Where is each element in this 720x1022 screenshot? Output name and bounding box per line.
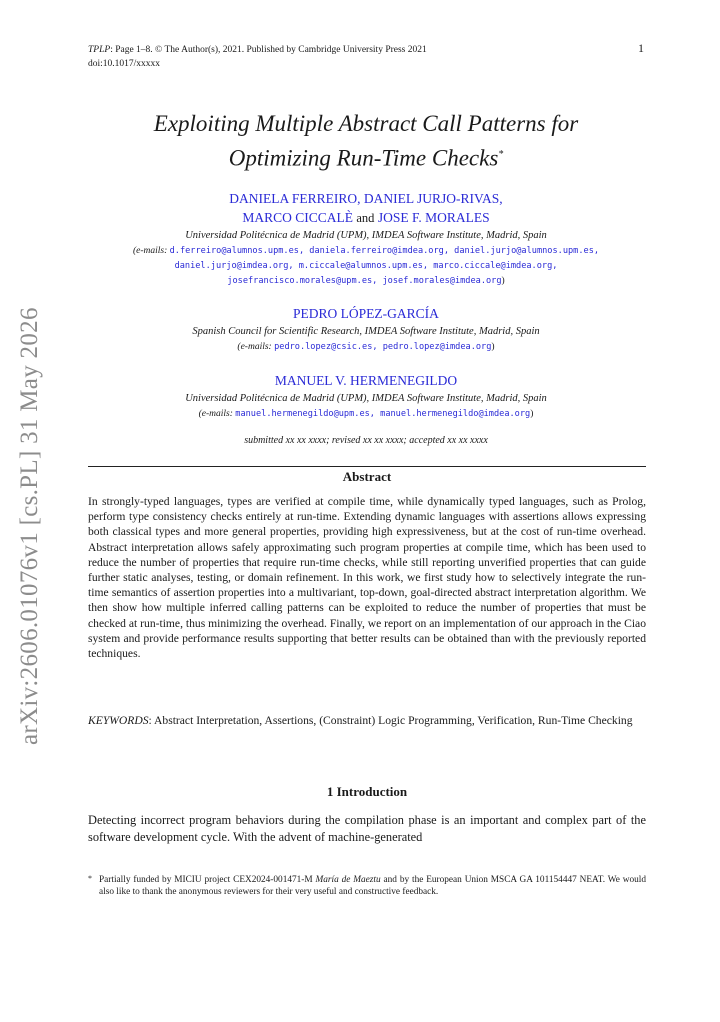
emails-group-2: (e-mails: pedro.lopez@csic.es, pedro.lopez@imdea.org) (237, 342, 495, 352)
section-heading: 1 Introduction (326, 784, 408, 799)
email-links-2[interactable]: daniel.jurjo@imdea.org, m.ciccale@alumnos.upm.es, marco.ciccale@imdea.org, (174, 261, 558, 271)
running-header (88, 43, 427, 71)
doi: doi:10.1017/xxxxx (88, 59, 161, 69)
keywords (88, 713, 646, 728)
and-text: and (356, 211, 375, 225)
emails-label: (e-mails: (237, 342, 272, 352)
page-number: 1 (638, 41, 644, 55)
affiliation-1: Universidad Politécnica de Madrid (UPM), IMDEA Software Institute, Madrid, Spain (185, 230, 547, 241)
header-publication-info: : Page 1–8. © The Author(s), 2021. Published by Cambridge University Press 2021 (110, 45, 427, 55)
footnote: * Partially funded by MICIU project CEX2024-001471-M María de Maeztu and by the European Union MSCA GA 101154447 NEAT. We would also like to thank the anonymous reviewers for their very useful and constructive feedback. (88, 874, 646, 897)
emails-group-1: (e-mails: d.ferreiro@alumnos.upm.es, daniela.ferreiro@imdea.org, daniel.jurjo@alumnos.upm.es, daniel.jurjo@imdea.org, m.ciccale@alumnos.upm.es, marco.ciccale@imdea.org, josefrancisco.morales@upm.es, josef.morales@imdea.org) (70, 244, 662, 289)
emails-label: (e-mails: (132, 246, 168, 256)
keywords-text: : Abstract Interpretation, Assertions, (Constraint) Logic Programming, Verification, Run-Time Checking (148, 714, 633, 727)
author-lopez-garcia[interactable]: PEDRO LÓPEZ-GARCÍA (293, 306, 439, 321)
emails-label: (e-mails: (198, 409, 233, 419)
affiliation-2: Spanish Council for Scientific Research, IMDEA Software Institute, Madrid, Spain (192, 326, 540, 337)
submission-dates: submitted xx xx xxxx; revised xx xx xxxx; accepted xx xx xxxx (244, 435, 488, 446)
paper-title (60, 108, 672, 174)
journal-name: TPLP (88, 45, 111, 55)
email-links-3[interactable]: josefrancisco.morales@upm.es, josef.morales@imdea.org (227, 276, 502, 286)
introduction-text: Detecting incorrect program behaviors during the compilation phase is an important and complex part of the software development cycle. With the advent of machine-generated (88, 813, 646, 844)
title-line-2: Optimizing Run-Time Checks* (228, 145, 504, 171)
abstract-text: In strongly-typed languages, types are verified at compile time, while dynamically typed languages, such as Prolog, perform type consistency checks entirely at run-time. Extending dynamic languages with assertions allows expressing both classical types and more general properties, providing high expressiveness, but at the cost of run-time overhead. Abstract interpretation allows safely approximating such program properties at compile time, which has been used to reduce the number of properties that require run-time checks, while still reporting unverified properties that can guide further static analyses, testing, or domain refinement. In this work, we first study how to selectively integrate the run-time semantics of assertion properties into a multivariant, top-down, goal-directed abstract interpretation algorithm. We then show how multiple inferred calling patterns can be exploited to reduce the number of properties that must be checked at run-time, thus minimizing the overhead. Finally, we report on an implementation of our approach in the Ciao system and provide performance results supporting that better results can be obtained than with the previously reported techniques. (88, 495, 646, 661)
abstract-divider (88, 466, 646, 467)
affiliation-3: Universidad Politécnica de Madrid (UPM), IMDEA Software Institute, Madrid, Spain (185, 393, 547, 404)
authors-line-1[interactable]: DANIELA FERREIRO, DANIEL JURJO-RIVAS, (229, 191, 503, 206)
footnote-mark: * (88, 874, 92, 883)
email-links-1[interactable]: d.ferreiro@alumnos.upm.es, daniela.ferreiro@imdea.org, daniel.jurjo@alumnos.upm.es, (169, 246, 600, 256)
author-group-1 (80, 189, 652, 228)
keywords-label: KEYWORDS (88, 714, 149, 727)
authors-line-2 (80, 208, 652, 228)
arxiv-stamp: arXiv:2606.01076v1 [cs.PL] 31 May 2026 (16, 307, 43, 745)
abstract-heading: Abstract (342, 469, 392, 484)
author-hermenegildo[interactable]: MANUEL V. HERMENEGILDO (274, 373, 458, 388)
emails-group-3: (e-mails: manuel.hermenegildo@upm.es, manuel.hermenegildo@imdea.org) (198, 409, 534, 419)
author-ciccale[interactable]: MARCO CICCALÈ (242, 210, 353, 225)
title-footnote-mark: * (498, 149, 504, 160)
author-morales[interactable]: JOSE F. MORALES (377, 210, 490, 225)
email-links[interactable]: manuel.hermenegildo@upm.es, manuel.hermenegildo@imdea.org (235, 409, 531, 419)
email-links[interactable]: pedro.lopez@csic.es, pedro.lopez@imdea.org (274, 342, 492, 352)
title-line-1: Exploiting Multiple Abstract Call Patterns for (153, 111, 579, 136)
header-line-1 (88, 43, 427, 57)
